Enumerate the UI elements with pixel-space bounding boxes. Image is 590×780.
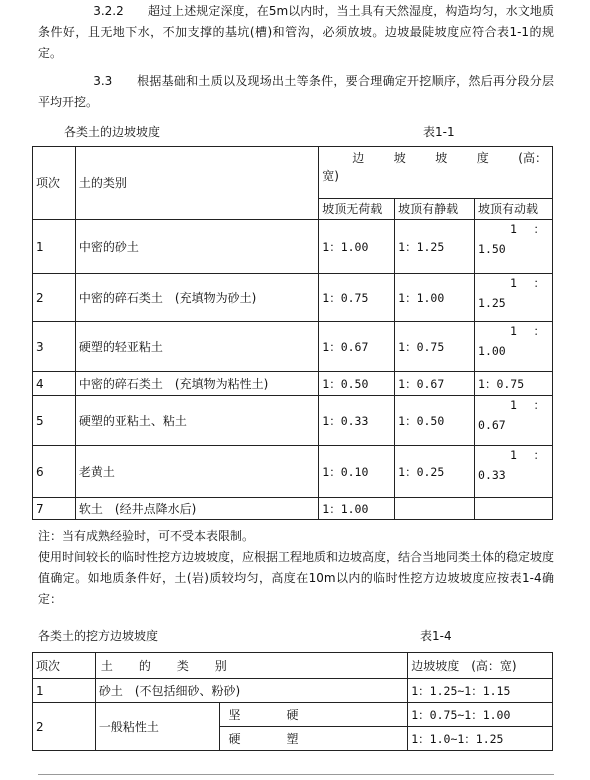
table-1-1 <box>32 146 553 520</box>
table2-number: 表1-4 <box>420 629 452 643</box>
paragraph-3-2-2: 3.2.2 超过上述规定深度，在5m以内时，当土具有天然湿度，构造均匀，水文地质条件好，且无地下水，不加支撑的基坑(槽)和管沟，必须放坡。边坡最陡坡度应符合表1-1的规定。 <box>38 4 554 60</box>
table-1-4 <box>32 652 553 751</box>
table1-caption: 各类土的边坡坡度 <box>64 125 161 139</box>
table-row: 1 中密的砂土 1：1.00 1：1.25 1 ： 1.50 <box>33 220 553 274</box>
table-row: 4 中密的碎石类土 (充填物为粘性土) 1：0.50 1：0.67 1：0.75 <box>33 372 553 396</box>
header-static-load: 坡顶有静载 <box>395 199 475 220</box>
t2-header-soil: 土 的 类 别 <box>95 653 407 679</box>
table-row: 2 中密的碎石类土 (充填物为砂土) 1：0.75 1：1.00 1 ： 1.25 <box>33 274 553 322</box>
table-row: 3 硬塑的轻亚粘土 1：0.67 1：0.75 1 ： 1.00 <box>33 322 553 372</box>
table2-caption: 各类土的挖方边坡坡度 <box>38 629 159 643</box>
header-no-load: 坡顶无荷载 <box>319 199 395 220</box>
table-row: 7 软土 (经井点降水后) 1：1.00 <box>33 498 553 520</box>
header-dynamic-load: 坡顶有动载 <box>475 199 553 220</box>
paragraph-temporary-slope: 使用时间较长的临时性挖方边坡坡度，应根据工程地质和边坡高度，结合当地同类土体的稳定坡度值确定。如地质条件好，土(岩)质较均匀，高度在10m以内的临时性挖方边坡坡度应按表1-4确定： <box>38 550 555 606</box>
table-row: 6 老黄土 1：0.10 1：0.25 1 ： 0.33 <box>33 446 553 498</box>
table1-note: 注：当有成熟经验时，可不受本表限制。 <box>38 529 255 543</box>
table-row: 1 砂土 (不包括细砂、粉砂) 1：1.25~1：1.15 <box>33 679 553 703</box>
t2-header-item: 项次 <box>33 653 96 679</box>
header-slope: 边 坡 坡 度 (高： 宽) <box>319 147 553 199</box>
header-item: 项次 <box>33 147 76 220</box>
header-soil-type: 土的类别 <box>75 147 318 220</box>
t2-header-slope: 边坡坡度 (高：宽) <box>408 653 553 679</box>
table-row: 5 硬塑的亚粘土、粘土 1：0.33 1：0.50 1 ： 0.67 <box>33 396 553 446</box>
table-row: 2 一般粘性土 坚 硬 1：0.75~1：1.00 <box>33 703 553 727</box>
table1-number: 表1-1 <box>423 125 455 139</box>
page-footer-rule <box>38 774 554 775</box>
table-row: 硬 塑 1：1.0~1：1.25 <box>33 727 553 751</box>
paragraph-3-3: 3.3 根据基础和土质以及现场出土等条件，要合理确定开挖顺序，然后再分段分层平均开挖。 <box>38 74 554 109</box>
